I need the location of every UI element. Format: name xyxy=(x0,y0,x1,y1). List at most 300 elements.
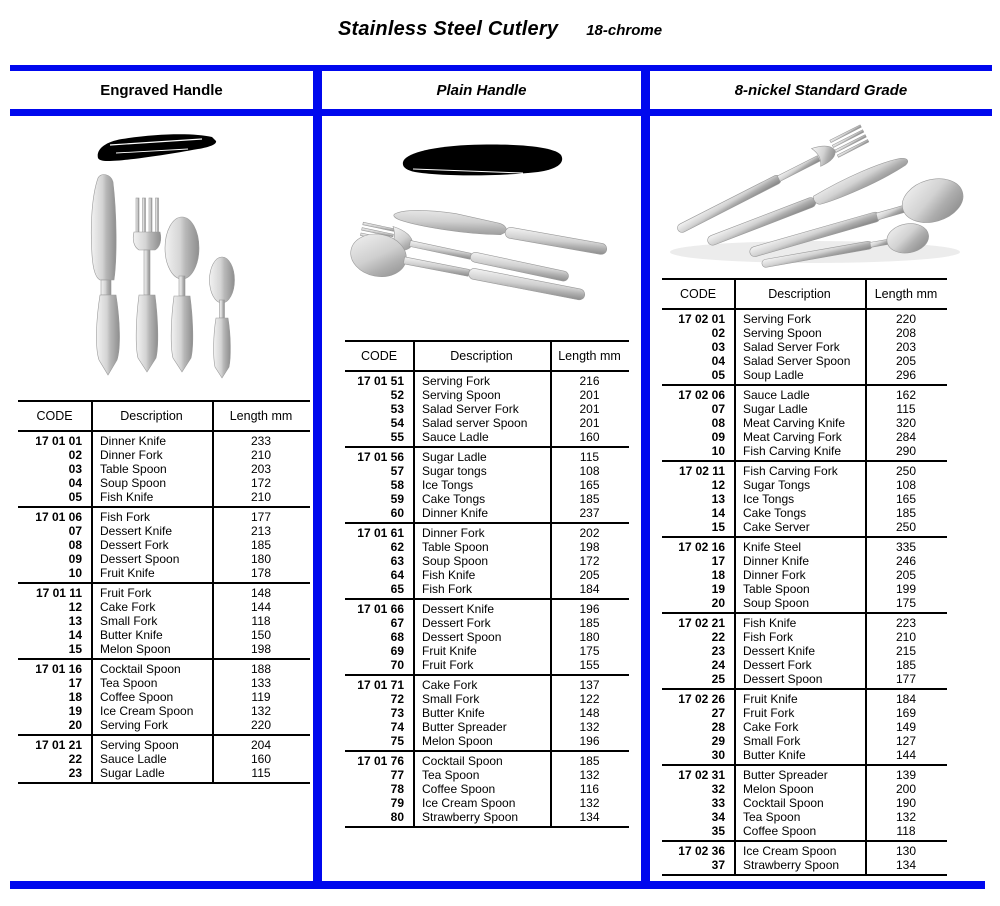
table-row xyxy=(345,630,629,644)
item-description: Ice Cream Spoon xyxy=(743,844,837,858)
item-code: 09 xyxy=(68,552,82,566)
item-code: 29 xyxy=(711,734,725,748)
table-column-header: Description xyxy=(120,409,183,423)
item-code: 17 01 61 xyxy=(357,526,404,540)
item-code: 19 xyxy=(711,582,725,596)
item-length: 201 xyxy=(579,416,600,430)
item-length: 203 xyxy=(250,462,272,476)
item-description: Fruit Fork xyxy=(743,706,795,720)
item-length: 246 xyxy=(895,554,917,568)
8-nickel-table xyxy=(662,278,947,876)
code-group xyxy=(345,600,629,676)
item-code: 20 xyxy=(711,596,725,610)
item-length: 172 xyxy=(250,476,272,490)
table-row xyxy=(662,596,947,610)
item-code: 17 02 21 xyxy=(678,616,725,630)
item-description: Ice Cream Spoon xyxy=(100,704,194,718)
item-length: 180 xyxy=(250,552,272,566)
table-column-header: Length mm xyxy=(874,287,938,301)
table-row xyxy=(345,782,629,796)
item-description: Dessert Knife xyxy=(422,602,495,616)
table-row xyxy=(662,768,947,782)
item-description: Cocktail Spoon xyxy=(743,796,824,810)
item-length: 200 xyxy=(895,782,917,796)
item-code: 15 xyxy=(711,520,725,534)
table-column-header: Description xyxy=(450,349,513,363)
item-code: 12 xyxy=(711,478,725,492)
item-length: 127 xyxy=(895,734,917,748)
item-description: Sauce Ladle xyxy=(422,430,489,444)
table-row xyxy=(662,492,947,506)
table-row xyxy=(345,754,629,768)
item-length: 132 xyxy=(895,810,917,824)
item-code: 10 xyxy=(711,444,725,458)
item-code: 78 xyxy=(390,782,404,796)
item-length: 134 xyxy=(579,810,600,824)
item-code: 57 xyxy=(390,464,404,478)
item-description: Cake Fork xyxy=(422,678,478,692)
item-code: 62 xyxy=(390,540,404,554)
item-length: 130 xyxy=(895,844,917,858)
table-row xyxy=(345,810,629,824)
item-code: 32 xyxy=(711,782,725,796)
table-row xyxy=(662,430,947,444)
item-length: 201 xyxy=(579,402,600,416)
item-description: Dessert Spoon xyxy=(100,552,180,566)
item-length: 160 xyxy=(250,752,272,766)
item-code: 75 xyxy=(390,734,404,748)
item-length: 198 xyxy=(579,540,600,554)
item-description: Soup Spoon xyxy=(422,554,489,568)
item-code: 05 xyxy=(711,368,725,382)
item-code: 14 xyxy=(711,506,725,520)
item-length: 335 xyxy=(895,540,917,554)
page-title-main: Stainless Steel Cutlery xyxy=(337,18,559,40)
item-length: 210 xyxy=(250,490,272,504)
table-row xyxy=(18,662,310,676)
item-code: 09 xyxy=(711,430,725,444)
table-row xyxy=(18,628,310,642)
item-description: Dessert Spoon xyxy=(743,672,823,686)
item-code: 60 xyxy=(390,506,404,520)
item-length: 233 xyxy=(250,434,272,448)
item-description: Knife Steel xyxy=(743,540,802,554)
engraved-handle-table xyxy=(18,400,310,784)
item-code: 79 xyxy=(390,796,404,810)
table-row xyxy=(662,810,947,824)
plain-cutlery-image xyxy=(333,128,638,338)
item-code: 17 01 01 xyxy=(35,434,82,448)
item-length: 150 xyxy=(250,628,272,642)
item-description: Fish Carving Fork xyxy=(743,464,838,478)
table-column-header: CODE xyxy=(360,349,398,363)
item-code: 23 xyxy=(711,644,725,658)
item-description: Soup Spoon xyxy=(743,596,810,610)
code-group xyxy=(662,690,947,766)
item-length: 132 xyxy=(250,704,272,718)
item-code: 22 xyxy=(68,752,82,766)
item-length: 149 xyxy=(895,720,917,734)
table-row xyxy=(662,402,947,416)
item-code: 54 xyxy=(390,416,404,430)
item-code: 63 xyxy=(390,554,404,568)
item-description: Salad server Spoon xyxy=(422,416,528,430)
table-row xyxy=(662,568,947,582)
item-code: 19 xyxy=(68,704,82,718)
table-row xyxy=(345,692,629,706)
table-row xyxy=(662,506,947,520)
item-code: 17 01 11 xyxy=(35,586,82,600)
code-group xyxy=(662,614,947,690)
item-description: Sugar tongs xyxy=(422,464,487,478)
item-description: Sugar Ladle xyxy=(422,450,487,464)
table-vertical-rule xyxy=(865,278,867,876)
item-description: Dessert Knife xyxy=(100,524,173,538)
item-length: 178 xyxy=(250,566,272,580)
item-code: 33 xyxy=(711,796,725,810)
table-row xyxy=(662,444,947,458)
item-length: 132 xyxy=(579,796,600,810)
item-code: 17 01 21 xyxy=(35,738,82,752)
item-code: 34 xyxy=(711,810,725,824)
item-description: Butter Knife xyxy=(422,706,485,720)
item-code: 68 xyxy=(390,630,404,644)
item-description: Melon Spoon xyxy=(422,734,493,748)
item-length: 115 xyxy=(579,450,600,464)
item-length: 210 xyxy=(895,630,917,644)
item-description: Sauce Ladle xyxy=(743,388,810,402)
nickel-cutlery-image xyxy=(650,112,985,275)
table-row xyxy=(18,434,310,448)
item-description: Coffee Spoon xyxy=(100,690,174,704)
item-code: 05 xyxy=(68,490,82,504)
table-row xyxy=(18,600,310,614)
table-row xyxy=(662,844,947,858)
item-description: Serving Spoon xyxy=(422,388,501,402)
item-code: 18 xyxy=(68,690,82,704)
item-length: 132 xyxy=(579,720,600,734)
table-row xyxy=(345,644,629,658)
table-spoon-icon xyxy=(165,217,199,372)
item-code: 15 xyxy=(68,642,82,656)
item-length: 250 xyxy=(895,520,917,534)
item-description: Serving Fork xyxy=(100,718,169,732)
item-description: Dessert Fork xyxy=(100,538,169,552)
table-row xyxy=(662,312,947,326)
item-description: Coffee Spoon xyxy=(422,782,496,796)
item-description: Soup Spoon xyxy=(100,476,167,490)
item-description: Meat Carving Knife xyxy=(743,416,846,430)
item-length: 148 xyxy=(579,706,600,720)
code-group xyxy=(18,584,310,660)
item-length: 177 xyxy=(895,672,917,686)
item-description: Dessert Fork xyxy=(422,616,491,630)
table-row xyxy=(345,526,629,540)
item-code: 17 02 16 xyxy=(678,540,725,554)
code-group xyxy=(662,462,947,538)
item-length: 320 xyxy=(895,416,917,430)
item-length: 188 xyxy=(250,662,272,676)
item-length: 134 xyxy=(895,858,917,872)
item-description: Fruit Knife xyxy=(422,644,477,658)
table-row xyxy=(345,678,629,692)
item-length: 196 xyxy=(579,602,600,616)
item-code: 17 02 31 xyxy=(678,768,725,782)
item-code: 67 xyxy=(390,616,404,630)
table-row xyxy=(345,582,629,596)
table-row xyxy=(18,462,310,476)
table-row xyxy=(18,476,310,490)
item-code: 37 xyxy=(711,858,725,872)
table-row xyxy=(345,416,629,430)
item-code: 17 01 66 xyxy=(357,602,404,616)
plain-cutlery-svg xyxy=(333,128,638,333)
item-description: Dessert Fork xyxy=(743,658,812,672)
item-description: Dinner Knife xyxy=(100,434,167,448)
item-length: 137 xyxy=(579,678,600,692)
code-group xyxy=(662,386,947,462)
item-length: 115 xyxy=(896,402,916,416)
item-length: 184 xyxy=(895,692,917,706)
table-row xyxy=(662,326,947,340)
table-row xyxy=(18,524,310,538)
code-group xyxy=(345,372,629,448)
item-code: 35 xyxy=(711,824,725,838)
table-row xyxy=(345,568,629,582)
item-description: Ice Tongs xyxy=(422,478,474,492)
item-code: 24 xyxy=(711,658,725,672)
item-description: Tea Spoon xyxy=(743,810,801,824)
item-description: Fish Knife xyxy=(100,490,154,504)
item-code: 17 xyxy=(711,554,725,568)
code-group xyxy=(345,524,629,600)
table-row xyxy=(662,520,947,534)
item-code: 13 xyxy=(68,614,82,628)
item-length: 116 xyxy=(579,782,600,796)
item-code: 07 xyxy=(68,524,82,538)
item-length: 213 xyxy=(250,524,272,538)
item-description: Tea Spoon xyxy=(422,768,480,782)
item-description: Cake Tongs xyxy=(422,492,486,506)
table-row xyxy=(662,388,947,402)
item-description: Melon Spoon xyxy=(100,642,171,656)
item-code: 30 xyxy=(711,748,725,762)
item-code: 17 xyxy=(68,676,82,690)
item-length: 175 xyxy=(579,644,600,658)
table-column-header: Length mm xyxy=(558,349,621,363)
item-code: 73 xyxy=(390,706,404,720)
item-code: 07 xyxy=(711,402,725,416)
code-group xyxy=(345,676,629,752)
table-row xyxy=(662,796,947,810)
table-header-row xyxy=(345,340,629,372)
table-row xyxy=(662,858,947,872)
table-vertical-rule xyxy=(734,278,736,876)
table-row xyxy=(18,510,310,524)
item-length: 205 xyxy=(895,354,917,368)
table-column-header: Length mm xyxy=(229,409,293,423)
item-description: Fish Carving Knife xyxy=(743,444,842,458)
item-length: 204 xyxy=(250,738,272,752)
table-row xyxy=(662,734,947,748)
item-code: 58 xyxy=(390,478,404,492)
item-description: Ice Cream Spoon xyxy=(422,796,516,810)
table-row xyxy=(662,782,947,796)
item-length: 203 xyxy=(895,340,917,354)
item-length: 180 xyxy=(579,630,600,644)
item-length: 185 xyxy=(579,616,600,630)
page-title xyxy=(0,18,1000,41)
item-code: 12 xyxy=(68,600,82,614)
item-description: Dinner Knife xyxy=(743,554,810,568)
table-row xyxy=(345,658,629,672)
table-row xyxy=(345,540,629,554)
item-code: 17 02 36 xyxy=(678,844,725,858)
column-header-8nickel: 8-nickel Standard Grade xyxy=(734,81,908,99)
table-row xyxy=(662,554,947,568)
item-code: 52 xyxy=(390,388,404,402)
table-row xyxy=(345,706,629,720)
column-divider-2 xyxy=(641,65,650,888)
item-length: 201 xyxy=(579,388,600,402)
item-length: 208 xyxy=(895,326,917,340)
item-length: 185 xyxy=(579,492,600,506)
table-row xyxy=(18,704,310,718)
table-row xyxy=(662,478,947,492)
code-group xyxy=(18,736,310,784)
item-length: 155 xyxy=(579,658,600,672)
item-length: 185 xyxy=(895,506,917,520)
item-code: 17 01 16 xyxy=(35,662,82,676)
item-description: Fish Knife xyxy=(743,616,797,630)
code-group xyxy=(662,766,947,842)
table-row xyxy=(345,554,629,568)
item-description: Table Spoon xyxy=(422,540,489,554)
item-description: Tea Spoon xyxy=(100,676,158,690)
item-description: Small Fork xyxy=(100,614,158,628)
item-length: 216 xyxy=(579,374,600,388)
item-code: 17 02 06 xyxy=(678,388,725,402)
item-length: 185 xyxy=(895,658,917,672)
item-description: Table Spoon xyxy=(743,582,810,596)
table-row xyxy=(662,540,947,554)
item-description: Soup Ladle xyxy=(743,368,804,382)
item-description: Cake Tongs xyxy=(743,506,807,520)
code-group xyxy=(18,660,310,736)
table-row xyxy=(345,478,629,492)
item-description: Butter Spreader xyxy=(743,768,828,782)
item-code: 77 xyxy=(390,768,404,782)
item-length: 250 xyxy=(895,464,917,478)
item-description: Serving Spoon xyxy=(743,326,822,340)
table-row xyxy=(18,448,310,462)
item-code: 65 xyxy=(390,582,404,596)
item-length: 160 xyxy=(579,430,600,444)
item-description: Salad Server Spoon xyxy=(743,354,851,368)
table-column-header: CODE xyxy=(36,409,73,423)
column-header-engraved: Engraved Handle xyxy=(100,81,223,99)
item-description: Salad Server Fork xyxy=(422,402,519,416)
item-description: Serving Spoon xyxy=(100,738,179,752)
item-description: Serving Fork xyxy=(743,312,812,326)
item-description: Dinner Knife xyxy=(422,506,489,520)
table-row xyxy=(662,582,947,596)
table-header-row xyxy=(662,278,947,310)
engraved-handle-brush-stroke-icon xyxy=(98,134,216,161)
item-length: 205 xyxy=(895,568,917,582)
table-row xyxy=(662,644,947,658)
item-code: 22 xyxy=(711,630,725,644)
item-length: 132 xyxy=(579,768,600,782)
item-code: 14 xyxy=(68,628,82,642)
item-code: 17 01 76 xyxy=(357,754,404,768)
table-row xyxy=(18,676,310,690)
item-length: 118 xyxy=(896,824,916,838)
item-description: Serving Fork xyxy=(422,374,491,388)
item-length: 162 xyxy=(895,388,917,402)
engraved-cutlery-image xyxy=(30,120,300,400)
item-description: Salad Server Fork xyxy=(743,340,840,354)
table-row xyxy=(345,616,629,630)
item-description: Fruit Fork xyxy=(100,586,152,600)
item-code: 04 xyxy=(711,354,725,368)
item-length: 172 xyxy=(579,554,600,568)
item-code: 69 xyxy=(390,644,404,658)
item-code: 17 01 56 xyxy=(357,450,404,464)
item-length: 223 xyxy=(895,616,917,630)
table-row xyxy=(662,658,947,672)
item-length: 139 xyxy=(895,768,917,782)
table-row xyxy=(18,538,310,552)
item-code: 18 xyxy=(711,568,725,582)
table-row xyxy=(345,402,629,416)
item-description: Cocktail Spoon xyxy=(422,754,503,768)
item-code: 10 xyxy=(68,566,82,580)
item-description: Fish Fork xyxy=(743,630,794,644)
item-code: 64 xyxy=(390,568,404,582)
table-column-header: CODE xyxy=(679,287,717,301)
table-row xyxy=(18,614,310,628)
item-code: 03 xyxy=(68,462,82,476)
table-row xyxy=(345,464,629,478)
table-row xyxy=(18,718,310,732)
table-row xyxy=(662,720,947,734)
item-description: Dinner Fork xyxy=(422,526,485,540)
item-length: 122 xyxy=(579,692,600,706)
table-vertical-rule xyxy=(91,400,93,784)
item-description: Butter Knife xyxy=(743,748,806,762)
item-code: 70 xyxy=(390,658,404,672)
item-length: 210 xyxy=(250,448,272,462)
item-code: 28 xyxy=(711,720,725,734)
item-code: 74 xyxy=(390,720,404,734)
plain-handle-table xyxy=(345,340,629,828)
item-length: 185 xyxy=(250,538,272,552)
item-description: Fruit Fork xyxy=(422,658,474,672)
item-description: Cake Fork xyxy=(100,600,156,614)
item-code: 08 xyxy=(711,416,725,430)
item-description: Sugar Tongs xyxy=(743,478,811,492)
item-code: 17 01 71 xyxy=(357,678,404,692)
item-description: Cocktail Spoon xyxy=(100,662,181,676)
code-group xyxy=(345,448,629,524)
item-description: Fruit Knife xyxy=(100,566,155,580)
item-length: 184 xyxy=(579,582,600,596)
engraved-cutlery-svg xyxy=(30,120,300,395)
table-row xyxy=(662,368,947,382)
item-code: 13 xyxy=(711,492,725,506)
table-row xyxy=(662,464,947,478)
